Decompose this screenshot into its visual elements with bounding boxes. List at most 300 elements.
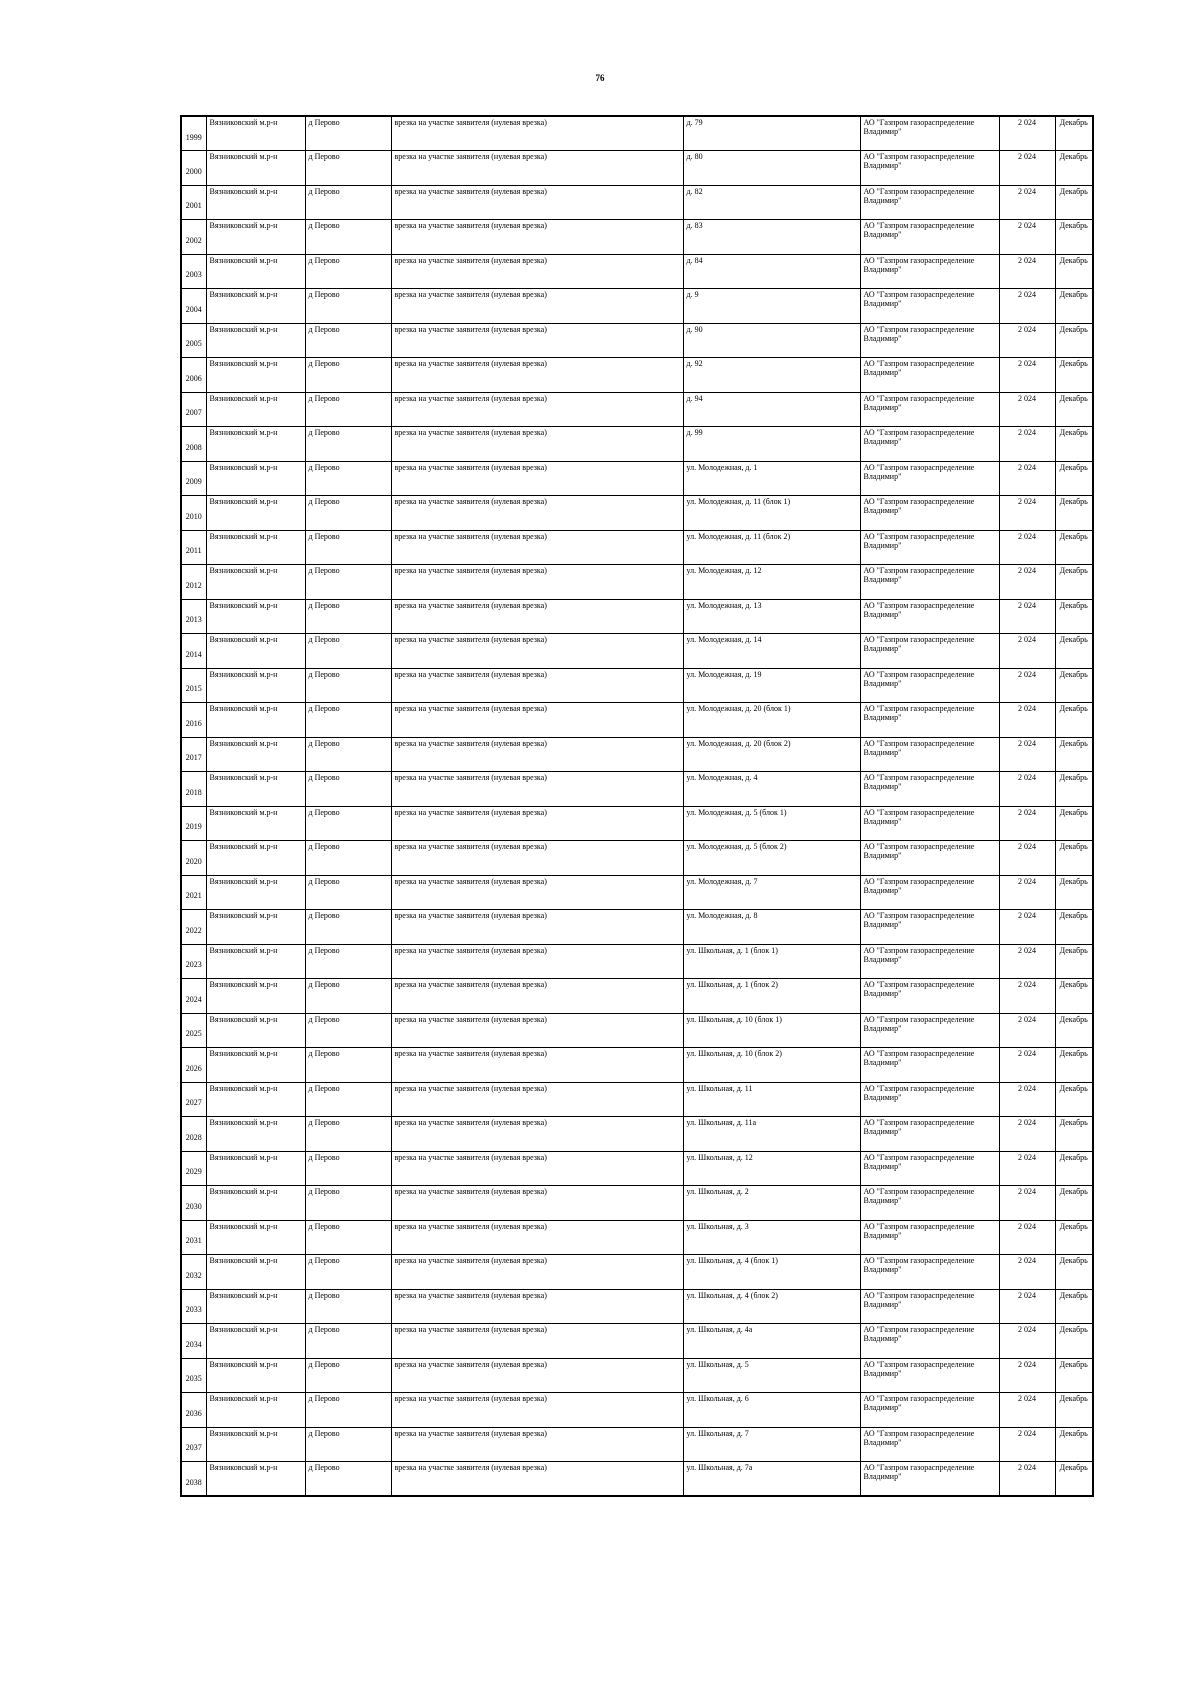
year-cell: 2 024 xyxy=(999,1393,1055,1428)
row-number: 2000 xyxy=(181,151,206,186)
locality-cell: д Перово xyxy=(305,1358,391,1393)
district-cell: Вязниковский м.р-н xyxy=(206,530,305,565)
month-cell: Декабрь xyxy=(1055,1462,1093,1497)
table-row xyxy=(181,1427,1093,1462)
address-cell: д. 83 xyxy=(683,220,860,255)
locality-cell: д Перово xyxy=(305,703,391,738)
locality-cell: д Перово xyxy=(305,1186,391,1221)
table-row xyxy=(181,910,1093,945)
work-type-cell: врезка на участке заявителя (нулевая врезка) xyxy=(391,530,683,565)
table-row xyxy=(181,496,1093,531)
district-cell: Вязниковский м.р-н xyxy=(206,1324,305,1359)
row-number: 2027 xyxy=(181,1082,206,1117)
month-cell: Декабрь xyxy=(1055,289,1093,324)
month-cell: Декабрь xyxy=(1055,1117,1093,1152)
address-cell: ул. Молодежная, д. 7 xyxy=(683,875,860,910)
row-number: 2020 xyxy=(181,841,206,876)
row-number: 2028 xyxy=(181,1117,206,1152)
address-cell: ул. Школьная, д. 11 xyxy=(683,1082,860,1117)
year-cell: 2 024 xyxy=(999,254,1055,289)
district-cell: Вязниковский м.р-н xyxy=(206,1462,305,1497)
locality-cell: д Перово xyxy=(305,634,391,669)
work-type-cell: врезка на участке заявителя (нулевая врезка) xyxy=(391,634,683,669)
address-cell: ул. Школьная, д. 3 xyxy=(683,1220,860,1255)
row-number: 2029 xyxy=(181,1151,206,1186)
organization-cell: АО "Газпром газораспределение Владимир" xyxy=(860,289,999,324)
year-cell: 2 024 xyxy=(999,875,1055,910)
year-cell: 2 024 xyxy=(999,565,1055,600)
work-type-cell: врезка на участке заявителя (нулевая врезка) xyxy=(391,392,683,427)
work-type-cell: врезка на участке заявителя (нулевая врезка) xyxy=(391,1255,683,1290)
address-cell: д. 84 xyxy=(683,254,860,289)
district-cell: Вязниковский м.р-н xyxy=(206,1151,305,1186)
month-cell: Декабрь xyxy=(1055,806,1093,841)
locality-cell: д Перово xyxy=(305,1255,391,1290)
address-cell: ул. Школьная, д. 6 xyxy=(683,1393,860,1428)
work-type-cell: врезка на участке заявителя (нулевая врезка) xyxy=(391,875,683,910)
address-cell: ул. Школьная, д. 4 (блок 2) xyxy=(683,1289,860,1324)
locality-cell: д Перово xyxy=(305,1117,391,1152)
organization-cell: АО "Газпром газораспределение Владимир" xyxy=(860,772,999,807)
row-number: 2016 xyxy=(181,703,206,738)
month-cell: Декабрь xyxy=(1055,496,1093,531)
work-type-cell: врезка на участке заявителя (нулевая врезка) xyxy=(391,668,683,703)
month-cell: Декабрь xyxy=(1055,530,1093,565)
row-number: 2015 xyxy=(181,668,206,703)
row-number: 2030 xyxy=(181,1186,206,1221)
work-type-cell: врезка на участке заявителя (нулевая врезка) xyxy=(391,703,683,738)
district-cell: Вязниковский м.р-н xyxy=(206,599,305,634)
organization-cell: АО "Газпром газораспределение Владимир" xyxy=(860,1393,999,1428)
month-cell: Декабрь xyxy=(1055,599,1093,634)
year-cell: 2 024 xyxy=(999,1151,1055,1186)
locality-cell: д Перово xyxy=(305,116,391,151)
work-type-cell: врезка на участке заявителя (нулевая врезка) xyxy=(391,427,683,462)
address-cell: д. 9 xyxy=(683,289,860,324)
year-cell: 2 024 xyxy=(999,1013,1055,1048)
district-cell: Вязниковский м.р-н xyxy=(206,151,305,186)
district-cell: Вязниковский м.р-н xyxy=(206,116,305,151)
month-cell: Декабрь xyxy=(1055,841,1093,876)
work-type-cell: врезка на участке заявителя (нулевая врезка) xyxy=(391,358,683,393)
table-row xyxy=(181,530,1093,565)
organization-cell: АО "Газпром газораспределение Владимир" xyxy=(860,1358,999,1393)
locality-cell: д Перово xyxy=(305,772,391,807)
row-number: 2009 xyxy=(181,461,206,496)
organization-cell: АО "Газпром газораспределение Владимир" xyxy=(860,668,999,703)
locality-cell: д Перово xyxy=(305,1048,391,1083)
month-cell: Декабрь xyxy=(1055,1427,1093,1462)
month-cell: Декабрь xyxy=(1055,944,1093,979)
year-cell: 2 024 xyxy=(999,910,1055,945)
organization-cell: АО "Газпром газораспределение Владимир" xyxy=(860,737,999,772)
row-number: 2014 xyxy=(181,634,206,669)
row-number: 2019 xyxy=(181,806,206,841)
locality-cell: д Перово xyxy=(305,979,391,1014)
work-type-cell: врезка на участке заявителя (нулевая врезка) xyxy=(391,772,683,807)
work-type-cell: врезка на участке заявителя (нулевая врезка) xyxy=(391,979,683,1014)
district-cell: Вязниковский м.р-н xyxy=(206,634,305,669)
month-cell: Декабрь xyxy=(1055,1186,1093,1221)
district-cell: Вязниковский м.р-н xyxy=(206,565,305,600)
year-cell: 2 024 xyxy=(999,772,1055,807)
row-number: 2017 xyxy=(181,737,206,772)
organization-cell: АО "Газпром газораспределение Владимир" xyxy=(860,841,999,876)
row-number: 2037 xyxy=(181,1427,206,1462)
year-cell: 2 024 xyxy=(999,1324,1055,1359)
year-cell: 2 024 xyxy=(999,599,1055,634)
registry-table xyxy=(180,115,1094,1497)
month-cell: Декабрь xyxy=(1055,1151,1093,1186)
row-number: 2031 xyxy=(181,1220,206,1255)
organization-cell: АО "Газпром газораспределение Владимир" xyxy=(860,1048,999,1083)
month-cell: Декабрь xyxy=(1055,1048,1093,1083)
year-cell: 2 024 xyxy=(999,1082,1055,1117)
work-type-cell: врезка на участке заявителя (нулевая врезка) xyxy=(391,737,683,772)
locality-cell: д Перово xyxy=(305,151,391,186)
table-row xyxy=(181,1186,1093,1221)
work-type-cell: врезка на участке заявителя (нулевая врезка) xyxy=(391,1462,683,1497)
year-cell: 2 024 xyxy=(999,289,1055,324)
work-type-cell: врезка на участке заявителя (нулевая врезка) xyxy=(391,944,683,979)
year-cell: 2 024 xyxy=(999,944,1055,979)
address-cell: ул. Молодежная, д. 4 xyxy=(683,772,860,807)
work-type-cell: врезка на участке заявителя (нулевая врезка) xyxy=(391,1358,683,1393)
address-cell: ул. Школьная, д. 10 (блок 1) xyxy=(683,1013,860,1048)
year-cell: 2 024 xyxy=(999,530,1055,565)
address-cell: ул. Молодежная, д. 20 (блок 1) xyxy=(683,703,860,738)
month-cell: Декабрь xyxy=(1055,1220,1093,1255)
row-number: 2026 xyxy=(181,1048,206,1083)
address-cell: ул. Школьная, д. 4 (блок 1) xyxy=(683,1255,860,1290)
work-type-cell: врезка на участке заявителя (нулевая врезка) xyxy=(391,1151,683,1186)
work-type-cell: врезка на участке заявителя (нулевая врезка) xyxy=(391,1117,683,1152)
month-cell: Декабрь xyxy=(1055,910,1093,945)
table-row xyxy=(181,220,1093,255)
organization-cell: АО "Газпром газораспределение Владимир" xyxy=(860,1289,999,1324)
year-cell: 2 024 xyxy=(999,634,1055,669)
district-cell: Вязниковский м.р-н xyxy=(206,910,305,945)
organization-cell: АО "Газпром газораспределение Владимир" xyxy=(860,185,999,220)
district-cell: Вязниковский м.р-н xyxy=(206,427,305,462)
month-cell: Декабрь xyxy=(1055,772,1093,807)
month-cell: Декабрь xyxy=(1055,427,1093,462)
locality-cell: д Перово xyxy=(305,599,391,634)
month-cell: Декабрь xyxy=(1055,979,1093,1014)
year-cell: 2 024 xyxy=(999,1427,1055,1462)
address-cell: д. 94 xyxy=(683,392,860,427)
work-type-cell: врезка на участке заявителя (нулевая врезка) xyxy=(391,185,683,220)
table-row xyxy=(181,1393,1093,1428)
organization-cell: АО "Газпром газораспределение Владимир" xyxy=(860,634,999,669)
month-cell: Декабрь xyxy=(1055,634,1093,669)
row-number: 2005 xyxy=(181,323,206,358)
month-cell: Декабрь xyxy=(1055,185,1093,220)
work-type-cell: врезка на участке заявителя (нулевая врезка) xyxy=(391,1013,683,1048)
table-row xyxy=(181,668,1093,703)
row-number: 2013 xyxy=(181,599,206,634)
year-cell: 2 024 xyxy=(999,323,1055,358)
month-cell: Декабрь xyxy=(1055,565,1093,600)
work-type-cell: врезка на участке заявителя (нулевая врезка) xyxy=(391,1324,683,1359)
row-number: 2032 xyxy=(181,1255,206,1290)
work-type-cell: врезка на участке заявителя (нулевая врезка) xyxy=(391,841,683,876)
district-cell: Вязниковский м.р-н xyxy=(206,668,305,703)
organization-cell: АО "Газпром газораспределение Владимир" xyxy=(860,392,999,427)
address-cell: ул. Школьная, д. 1 (блок 2) xyxy=(683,979,860,1014)
address-cell: ул. Школьная, д. 1 (блок 1) xyxy=(683,944,860,979)
locality-cell: д Перово xyxy=(305,806,391,841)
month-cell: Декабрь xyxy=(1055,392,1093,427)
organization-cell: АО "Газпром газораспределение Владимир" xyxy=(860,116,999,151)
address-cell: д. 99 xyxy=(683,427,860,462)
year-cell: 2 024 xyxy=(999,1255,1055,1290)
year-cell: 2 024 xyxy=(999,1048,1055,1083)
address-cell: ул. Молодежная, д. 1 xyxy=(683,461,860,496)
address-cell: д. 80 xyxy=(683,151,860,186)
work-type-cell: врезка на участке заявителя (нулевая врезка) xyxy=(391,910,683,945)
table-row xyxy=(181,1151,1093,1186)
month-cell: Декабрь xyxy=(1055,1082,1093,1117)
table-row xyxy=(181,323,1093,358)
district-cell: Вязниковский м.р-н xyxy=(206,220,305,255)
district-cell: Вязниковский м.р-н xyxy=(206,1117,305,1152)
district-cell: Вязниковский м.р-н xyxy=(206,841,305,876)
table-row xyxy=(181,634,1093,669)
district-cell: Вязниковский м.р-н xyxy=(206,1082,305,1117)
row-number: 2007 xyxy=(181,392,206,427)
year-cell: 2 024 xyxy=(999,703,1055,738)
organization-cell: АО "Газпром газораспределение Владимир" xyxy=(860,254,999,289)
address-cell: д. 79 xyxy=(683,116,860,151)
row-number: 2033 xyxy=(181,1289,206,1324)
work-type-cell: врезка на участке заявителя (нулевая врезка) xyxy=(391,599,683,634)
district-cell: Вязниковский м.р-н xyxy=(206,392,305,427)
table-row xyxy=(181,875,1093,910)
year-cell: 2 024 xyxy=(999,668,1055,703)
locality-cell: д Перово xyxy=(305,392,391,427)
organization-cell: АО "Газпром газораспределение Владимир" xyxy=(860,875,999,910)
table-row xyxy=(181,461,1093,496)
address-cell: ул. Школьная, д. 10 (блок 2) xyxy=(683,1048,860,1083)
month-cell: Декабрь xyxy=(1055,1358,1093,1393)
locality-cell: д Перово xyxy=(305,1324,391,1359)
row-number: 2010 xyxy=(181,496,206,531)
locality-cell: д Перово xyxy=(305,841,391,876)
locality-cell: д Перово xyxy=(305,496,391,531)
organization-cell: АО "Газпром газораспределение Владимир" xyxy=(860,1151,999,1186)
district-cell: Вязниковский м.р-н xyxy=(206,1427,305,1462)
locality-cell: д Перово xyxy=(305,1427,391,1462)
year-cell: 2 024 xyxy=(999,841,1055,876)
month-cell: Декабрь xyxy=(1055,668,1093,703)
organization-cell: АО "Газпром газораспределение Владимир" xyxy=(860,1220,999,1255)
year-cell: 2 024 xyxy=(999,220,1055,255)
district-cell: Вязниковский м.р-н xyxy=(206,703,305,738)
table-row xyxy=(181,185,1093,220)
year-cell: 2 024 xyxy=(999,1186,1055,1221)
work-type-cell: врезка на участке заявителя (нулевая врезка) xyxy=(391,496,683,531)
month-cell: Декабрь xyxy=(1055,1289,1093,1324)
table-row xyxy=(181,1048,1093,1083)
locality-cell: д Перово xyxy=(305,220,391,255)
table-row xyxy=(181,599,1093,634)
work-type-cell: врезка на участке заявителя (нулевая врезка) xyxy=(391,289,683,324)
row-number: 1999 xyxy=(181,116,206,151)
row-number: 2012 xyxy=(181,565,206,600)
table-row xyxy=(181,116,1093,151)
row-number: 2025 xyxy=(181,1013,206,1048)
address-cell: ул. Школьная, д. 5 xyxy=(683,1358,860,1393)
row-number: 2001 xyxy=(181,185,206,220)
organization-cell: АО "Газпром газораспределение Владимир" xyxy=(860,530,999,565)
organization-cell: АО "Газпром газораспределение Владимир" xyxy=(860,1324,999,1359)
year-cell: 2 024 xyxy=(999,461,1055,496)
organization-cell: АО "Газпром газораспределение Владимир" xyxy=(860,323,999,358)
address-cell: ул. Молодежная, д. 5 (блок 2) xyxy=(683,841,860,876)
month-cell: Декабрь xyxy=(1055,1013,1093,1048)
table-row xyxy=(181,1117,1093,1152)
address-cell: ул. Молодежная, д. 19 xyxy=(683,668,860,703)
locality-cell: д Перово xyxy=(305,1220,391,1255)
page-number: 76 xyxy=(595,73,605,83)
table-row xyxy=(181,944,1093,979)
locality-cell: д Перово xyxy=(305,185,391,220)
address-cell: ул. Молодежная, д. 8 xyxy=(683,910,860,945)
address-cell: ул. Молодежная, д. 13 xyxy=(683,599,860,634)
table-row xyxy=(181,1289,1093,1324)
year-cell: 2 024 xyxy=(999,806,1055,841)
address-cell: д. 90 xyxy=(683,323,860,358)
year-cell: 2 024 xyxy=(999,737,1055,772)
table-row xyxy=(181,1082,1093,1117)
month-cell: Декабрь xyxy=(1055,703,1093,738)
registry-rows xyxy=(181,116,1093,1496)
locality-cell: д Перово xyxy=(305,1013,391,1048)
table-row xyxy=(181,841,1093,876)
work-type-cell: врезка на участке заявителя (нулевая врезка) xyxy=(391,1393,683,1428)
work-type-cell: врезка на участке заявителя (нулевая врезка) xyxy=(391,323,683,358)
year-cell: 2 024 xyxy=(999,1358,1055,1393)
organization-cell: АО "Газпром газораспределение Владимир" xyxy=(860,358,999,393)
year-cell: 2 024 xyxy=(999,496,1055,531)
row-number: 2004 xyxy=(181,289,206,324)
organization-cell: АО "Газпром газораспределение Владимир" xyxy=(860,1082,999,1117)
organization-cell: АО "Газпром газораспределение Владимир" xyxy=(860,1186,999,1221)
work-type-cell: врезка на участке заявителя (нулевая врезка) xyxy=(391,461,683,496)
address-cell: ул. Молодежная, д. 14 xyxy=(683,634,860,669)
month-cell: Декабрь xyxy=(1055,1255,1093,1290)
row-number: 2024 xyxy=(181,979,206,1014)
address-cell: ул. Молодежная, д. 20 (блок 2) xyxy=(683,737,860,772)
work-type-cell: врезка на участке заявителя (нулевая врезка) xyxy=(391,1220,683,1255)
district-cell: Вязниковский м.р-н xyxy=(206,806,305,841)
year-cell: 2 024 xyxy=(999,1220,1055,1255)
district-cell: Вязниковский м.р-н xyxy=(206,1358,305,1393)
district-cell: Вязниковский м.р-н xyxy=(206,323,305,358)
table-row xyxy=(181,427,1093,462)
organization-cell: АО "Газпром газораспределение Владимир" xyxy=(860,427,999,462)
address-cell: д. 82 xyxy=(683,185,860,220)
row-number: 2008 xyxy=(181,427,206,462)
row-number: 2002 xyxy=(181,220,206,255)
table-row xyxy=(181,703,1093,738)
table-row xyxy=(181,1220,1093,1255)
locality-cell: д Перово xyxy=(305,668,391,703)
address-cell: ул. Школьная, д. 7 xyxy=(683,1427,860,1462)
district-cell: Вязниковский м.р-н xyxy=(206,1255,305,1290)
row-number: 2003 xyxy=(181,254,206,289)
organization-cell: АО "Газпром газораспределение Владимир" xyxy=(860,496,999,531)
month-cell: Декабрь xyxy=(1055,116,1093,151)
address-cell: ул. Молодежная, д. 5 (блок 1) xyxy=(683,806,860,841)
address-cell: ул. Школьная, д. 2 xyxy=(683,1186,860,1221)
year-cell: 2 024 xyxy=(999,1289,1055,1324)
row-number: 2023 xyxy=(181,944,206,979)
table-row xyxy=(181,1358,1093,1393)
district-cell: Вязниковский м.р-н xyxy=(206,1013,305,1048)
work-type-cell: врезка на участке заявителя (нулевая врезка) xyxy=(391,254,683,289)
locality-cell: д Перово xyxy=(305,1462,391,1497)
locality-cell: д Перово xyxy=(305,323,391,358)
district-cell: Вязниковский м.р-н xyxy=(206,358,305,393)
district-cell: Вязниковский м.р-н xyxy=(206,185,305,220)
month-cell: Декабрь xyxy=(1055,151,1093,186)
table-row xyxy=(181,1462,1093,1497)
table-row xyxy=(181,806,1093,841)
locality-cell: д Перово xyxy=(305,565,391,600)
row-number: 2036 xyxy=(181,1393,206,1428)
row-number: 2034 xyxy=(181,1324,206,1359)
month-cell: Декабрь xyxy=(1055,875,1093,910)
work-type-cell: врезка на участке заявителя (нулевая врезка) xyxy=(391,1082,683,1117)
locality-cell: д Перово xyxy=(305,461,391,496)
district-cell: Вязниковский м.р-н xyxy=(206,1186,305,1221)
work-type-cell: врезка на участке заявителя (нулевая врезка) xyxy=(391,1048,683,1083)
district-cell: Вязниковский м.р-н xyxy=(206,1048,305,1083)
table-row xyxy=(181,254,1093,289)
locality-cell: д Перово xyxy=(305,1289,391,1324)
table-row xyxy=(181,392,1093,427)
district-cell: Вязниковский м.р-н xyxy=(206,772,305,807)
district-cell: Вязниковский м.р-н xyxy=(206,1220,305,1255)
row-number: 2011 xyxy=(181,530,206,565)
month-cell: Декабрь xyxy=(1055,1393,1093,1428)
year-cell: 2 024 xyxy=(999,427,1055,462)
organization-cell: АО "Газпром газораспределение Владимир" xyxy=(860,1117,999,1152)
year-cell: 2 024 xyxy=(999,979,1055,1014)
district-cell: Вязниковский м.р-н xyxy=(206,944,305,979)
address-cell: ул. Молодежная, д. 11 (блок 2) xyxy=(683,530,860,565)
locality-cell: д Перово xyxy=(305,358,391,393)
organization-cell: АО "Газпром газораспределение Владимир" xyxy=(860,944,999,979)
table-row xyxy=(181,358,1093,393)
row-number: 2006 xyxy=(181,358,206,393)
organization-cell: АО "Газпром газораспределение Владимир" xyxy=(860,1013,999,1048)
table-row xyxy=(181,1255,1093,1290)
work-type-cell: врезка на участке заявителя (нулевая врезка) xyxy=(391,1186,683,1221)
address-cell: ул. Школьная, д. 7а xyxy=(683,1462,860,1497)
work-type-cell: врезка на участке заявителя (нулевая врезка) xyxy=(391,151,683,186)
year-cell: 2 024 xyxy=(999,1462,1055,1497)
work-type-cell: врезка на участке заявителя (нулевая врезка) xyxy=(391,806,683,841)
district-cell: Вязниковский м.р-н xyxy=(206,496,305,531)
row-number: 2038 xyxy=(181,1462,206,1497)
table-row xyxy=(181,1013,1093,1048)
locality-cell: д Перово xyxy=(305,1393,391,1428)
address-cell: ул. Молодежная, д. 12 xyxy=(683,565,860,600)
year-cell: 2 024 xyxy=(999,358,1055,393)
